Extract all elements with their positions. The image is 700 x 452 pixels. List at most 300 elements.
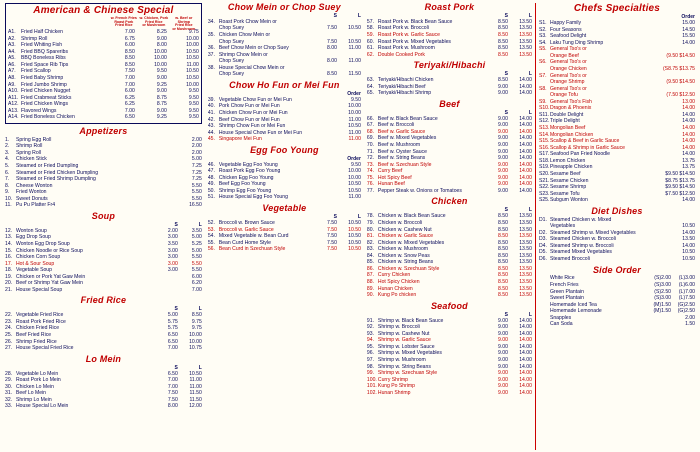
menu-item[interactable]: [539, 197, 695, 204]
item-number: A14.: [8, 114, 19, 121]
item-name: White Rice: [549, 275, 575, 282]
item-name: Vegetable Chow Fun or Mei Fun: [218, 96, 292, 103]
item-price: 14.00: [682, 144, 695, 151]
item-name: Chop Suey: [218, 25, 245, 32]
item-price-small: 9.00: [498, 174, 508, 181]
item-number: 52.: [207, 219, 215, 226]
item-price-large: 14.00: [519, 135, 532, 142]
item-price-small: 9.00: [498, 330, 508, 337]
item-number: 4.: [5, 156, 10, 163]
item-name: Steamed Shrimp w. Broccoli: [549, 242, 614, 249]
item-name: House Special Egg Foo Young: [218, 194, 288, 201]
item-price: 5.50: [191, 182, 202, 189]
item-price-small: 5.00: [167, 312, 178, 319]
item-name: Roast Pork w. Mixed Vegetables: [377, 38, 451, 45]
item-price-large: 10.50: [189, 370, 202, 377]
item-price: 5.50: [191, 195, 202, 202]
menu-item-list: [367, 213, 532, 298]
item-name: Shrimp Chow Mein or: [218, 51, 268, 58]
item-number: A5.: [8, 55, 16, 62]
item-price-1: 7.00: [124, 107, 135, 114]
item-number: 94.: [366, 337, 375, 344]
item-name: Beef w. String Beans: [377, 155, 426, 162]
item-number: S12.: [538, 118, 550, 125]
section-american-chinese-special: [5, 3, 202, 124]
item-name: Snapples: [549, 314, 572, 321]
item-name: Spring Egg Roll: [16, 136, 52, 143]
item-name: Beef Chow Mein or Chop Suey: [218, 45, 289, 52]
item-price-small: 8.50: [498, 25, 508, 32]
item-name: Hot Spicy Beef: [377, 174, 412, 181]
item-name: House Special Fried Rice: [16, 345, 74, 352]
item-price-small: 8.50: [498, 219, 508, 226]
section-title: Soup: [91, 210, 116, 221]
item-number: A11.: [8, 94, 19, 101]
item-price-2: 8.25: [156, 29, 167, 35]
item-price: 14.00: [682, 151, 695, 158]
menu-item-list: [367, 77, 532, 97]
item-price-small: 7.00: [167, 377, 178, 384]
item-price-large: 13.50: [519, 239, 532, 246]
item-number: 76.: [366, 181, 375, 188]
item-name: Teriyaki/Hibachi Shrimp: [377, 90, 432, 97]
item-number: 18.: [5, 267, 13, 274]
item-number: 1.: [5, 136, 10, 143]
item-price-small: 8.50: [498, 51, 508, 58]
item-name: Steamed or Fried Shrimp Dumpling: [16, 176, 96, 183]
menu-item[interactable]: [5, 202, 202, 209]
item-price-large: 10.50: [348, 239, 361, 246]
item-price-large: 13.50: [519, 32, 532, 39]
size-header-s: S: [333, 12, 337, 19]
item-price-2: 8.75: [156, 94, 167, 101]
item-number: 83.: [366, 246, 375, 253]
item-number: 84.: [366, 252, 375, 259]
item-price-large: 5.00: [191, 247, 202, 254]
item-name: Sweet Donuts: [16, 195, 48, 202]
item-number: S17.: [538, 151, 550, 158]
item-price-large: 14.00: [519, 155, 532, 162]
item-number: 51.: [207, 194, 215, 201]
item-price-large: 13.50: [519, 279, 532, 285]
item-price-2: (L)7.00: [678, 288, 695, 295]
section-roast-pork: [367, 3, 532, 58]
item-number: 21.: [5, 286, 13, 293]
item-price-1: 7.50: [124, 68, 135, 75]
item-number: S20.: [538, 170, 550, 177]
item-price-small: 8.50: [498, 18, 508, 25]
menu-item[interactable]: [367, 188, 532, 195]
item-name: Vegetable Egg Foo Young: [218, 161, 278, 168]
item-name: Orange Beef: [549, 52, 579, 59]
item-name: Steamed or Fried Chicken Dumpling: [16, 169, 99, 176]
item-price-small: 6.50: [167, 332, 178, 339]
item-name: Dragon & Phoenix: [549, 105, 592, 112]
item-price-large: 14.00: [519, 148, 532, 155]
item-price-small: 9.00: [498, 83, 508, 90]
item-name: Wonton Egg Drop Soup: [16, 240, 70, 247]
item-price-large: 14.00: [519, 370, 532, 377]
item-number: 13.: [5, 234, 13, 241]
item-name: Beef Fried Rice: [16, 332, 52, 339]
item-name: Broccoli w. Garlic Sauce: [218, 226, 274, 233]
item-price: 7.25: [191, 176, 202, 183]
section-appetizers: [5, 127, 202, 209]
item-price-small: 8.00: [167, 403, 178, 410]
item-name: Triple Delight: [549, 118, 580, 125]
item-price-small: 8.00: [327, 45, 337, 52]
item-price-large: 14.00: [519, 389, 532, 396]
item-number: 5.: [5, 163, 10, 170]
item-name: Chicken w. Mixed Vegetables: [377, 239, 445, 246]
section-title: Fried Rice: [80, 295, 127, 306]
item-price: 10.50: [348, 123, 361, 130]
menu-item[interactable]: [5, 345, 202, 352]
item-price-large: 14.00: [519, 350, 532, 357]
item-price-large: 10.50: [348, 219, 361, 226]
item-price-1: (M)1.50: [653, 308, 671, 315]
item-price: 11.00: [348, 194, 361, 201]
menu-item-list: [367, 19, 532, 58]
item-name: Roast Pork w. Mushroom: [377, 45, 435, 52]
item-number: 59.: [366, 32, 375, 39]
item-name: Curry Shrimp: [377, 376, 408, 383]
item-price-large: 5.50: [191, 260, 202, 267]
item-number: 19.: [5, 273, 13, 280]
item-name: Chicken Fried Rice: [16, 325, 60, 332]
item-price-small: 9.00: [498, 168, 508, 175]
section-title: Diet Dishes: [591, 205, 643, 216]
item-number: 9.: [5, 189, 10, 196]
size-header-l: L: [528, 207, 532, 214]
item-price-small: 7.00: [167, 383, 178, 390]
item-price-2: 8.00: [156, 42, 167, 49]
item-name: Beef Lo Mein: [16, 390, 47, 397]
item-price-small: 7.50: [327, 246, 337, 253]
item-name: Shrimp w. Mushroom: [377, 356, 426, 363]
item-price-2: 10.00: [154, 48, 167, 55]
item-name: Pepper Steak w. Onions or Tomatoes: [377, 187, 462, 194]
item-number: A10.: [8, 88, 19, 95]
item-price: 10.50: [682, 249, 695, 256]
item-price-3: 9.50: [188, 88, 199, 95]
item-name: General Tso's or: [549, 72, 587, 79]
item-number: 100.: [366, 376, 377, 383]
item-number: 58.: [366, 25, 375, 32]
item-price-small: 6.50: [167, 370, 178, 377]
item-number: 3.: [5, 149, 10, 156]
item-number: S18.: [538, 157, 550, 164]
item-name: Fried BBQ Spareribs: [21, 48, 68, 55]
item-number: 69.: [366, 135, 375, 142]
item-name: Chicken Corn Soup: [16, 254, 61, 261]
item-price-small: 8.50: [498, 226, 508, 233]
item-price: 14.00: [682, 111, 695, 118]
section-diet-dishes: [539, 207, 695, 263]
item-price: 10.50: [682, 256, 695, 263]
item-name: Roast Pork Fried Rice: [16, 318, 66, 325]
item-name: Scallop & Shrimp in Garlic Sauce: [549, 144, 625, 151]
item-number: 102.: [366, 389, 377, 396]
item-number: 57.: [366, 18, 375, 25]
item-price-small: 9.00: [498, 389, 508, 396]
item-price-1: 7.00: [124, 74, 135, 81]
item-price-small: 3.00: [167, 260, 178, 267]
item-number: 6.: [5, 169, 10, 176]
menu-column-3: [364, 3, 535, 450]
item-price-large: 14.00: [519, 324, 532, 331]
item-price-large: 9.75: [191, 318, 202, 325]
menu-item[interactable]: [539, 321, 695, 328]
item-name: Chop Suey: [218, 38, 245, 45]
menu-column-4: [535, 3, 698, 450]
item-number: 44.: [207, 129, 215, 136]
item-name: Shrimp w. Cashew Nut: [377, 330, 430, 337]
item-price-3: 10.00: [186, 81, 199, 88]
item-number: 93.: [366, 330, 375, 337]
item-number: 68.: [366, 128, 375, 135]
item-number: S10.: [538, 105, 550, 112]
item-name: Chicken Chow Mein or: [218, 32, 271, 39]
item-price: (9.50 $14.50: [666, 79, 695, 86]
menu-item-list: [5, 228, 202, 294]
price-header-1: w. French Fries Roast Pork Fried Rice: [110, 16, 137, 28]
item-name: Seafood Pan Fried Noodle: [549, 151, 610, 158]
item-price: 14.00: [682, 229, 695, 236]
item-price-small: 3.00: [167, 234, 178, 241]
item-price-small: 3.00: [167, 247, 178, 254]
item-price-3: 10.50: [186, 68, 199, 75]
item-price-large: 13.50: [519, 226, 532, 233]
item-number: S23.: [538, 190, 550, 197]
item-price-1: 6.00: [124, 88, 135, 95]
item-price-large: 10.50: [348, 226, 361, 233]
item-price-large: 13.50: [519, 285, 532, 292]
item-price-large: 13.50: [519, 213, 532, 220]
item-name: BBQ Boneless Ribs: [21, 55, 66, 62]
item-name: Shrimp w. Broccoli: [377, 324, 420, 331]
item-price-small: 8.50: [498, 272, 508, 279]
item-name: Roast Pork Chow Mein or: [218, 18, 277, 25]
menu-item[interactable]: [208, 194, 361, 201]
item-number: A6.: [8, 61, 16, 68]
item-name: Curry Beef: [377, 168, 403, 175]
item-number: 99.: [366, 370, 375, 377]
item-number: 8.: [5, 182, 10, 189]
menu-item[interactable]: [367, 52, 532, 59]
item-number: 72.: [366, 155, 375, 162]
item-price-small: 8.50: [498, 246, 508, 253]
item-price-large: 13.50: [519, 246, 532, 253]
item-price: $9.50 $14.50: [665, 184, 695, 191]
item-price-large: 14.00: [519, 383, 532, 390]
menu-item[interactable]: [367, 90, 532, 97]
menu-item-list: [208, 162, 361, 201]
item-name: Vegetable Fried Rice: [16, 312, 64, 319]
item-number: 61.: [366, 45, 375, 52]
section-title: Lo Mein: [85, 353, 122, 364]
item-price-large: 10.75: [189, 345, 202, 352]
item-price-1: 6.25: [124, 101, 135, 108]
item-number: 49.: [207, 181, 215, 188]
menu-column-2: [205, 3, 364, 450]
item-price-small: 8.50: [498, 213, 508, 220]
item-price-large: 13.50: [519, 252, 532, 259]
item-name: Steamed Chicken w. Mixed: [549, 216, 612, 223]
item-price-1: 8.50: [124, 61, 135, 68]
item-name: Shrimp w. Garlic Sauce: [377, 337, 431, 344]
item-number: 48.: [207, 174, 215, 181]
item-name: Shrimp w. Mixed Vegetables: [377, 350, 442, 357]
item-number: 25.: [5, 332, 13, 339]
item-price-large: 13.50: [519, 219, 532, 226]
item-name: Steamed Shrimp w. Mixed Vegetables: [549, 229, 636, 236]
item-price-large: 14.00: [519, 317, 532, 324]
item-number: 12.: [5, 227, 13, 234]
item-number: S19.: [538, 164, 550, 171]
item-price-3: 10.50: [186, 55, 199, 62]
item-number: 82.: [366, 239, 375, 246]
item-name: Shrimp w. Lobster Sauce: [377, 343, 435, 350]
item-name: Fried Chicken Nugget: [21, 88, 71, 95]
section-title: Chicken: [431, 196, 468, 207]
item-price: 10.00: [348, 168, 361, 175]
item-name: Bean Curd in Szechuan Style: [218, 246, 286, 253]
item-name: Homemade Lemonade: [549, 308, 602, 315]
section-seafood: [367, 302, 532, 397]
item-price-small: 9.00: [498, 115, 508, 122]
menu-item[interactable]: [208, 136, 361, 143]
item-number: 64.: [366, 83, 375, 90]
section-title: Chow Ho Fun or Mei Fun: [229, 79, 340, 90]
menu-item[interactable]: [5, 287, 202, 294]
item-name: Green Plantain: [549, 288, 584, 295]
item-price-small: 8.50: [498, 32, 508, 39]
item-price-2: 9.25: [156, 81, 167, 88]
item-number: 16.: [5, 254, 13, 261]
item-price-large: 11.50: [189, 390, 202, 397]
item-name: Cheese Wonton: [16, 182, 53, 189]
item-name: Egg Drop Soup: [16, 234, 51, 241]
item-number: S8.: [538, 85, 547, 92]
section-side-order: [539, 266, 695, 328]
item-name: Mongolian Chicken: [549, 131, 594, 138]
item-number: 96.: [366, 350, 375, 357]
item-number: 10.: [5, 195, 13, 202]
item-number: 85.: [366, 259, 375, 266]
item-price-small: 8.50: [498, 239, 508, 246]
menu-item[interactable]: [8, 114, 199, 121]
item-number: 66.: [366, 115, 375, 122]
item-number: 15.: [5, 247, 13, 254]
menu-item-list: [367, 318, 532, 397]
item-name: Orange Chicken: [549, 65, 587, 72]
item-price-small: 9.00: [498, 370, 508, 377]
item-number: D5.: [538, 249, 547, 256]
size-header-l: L: [198, 221, 202, 228]
size-header-s: S: [174, 306, 178, 313]
item-price-small: 9.00: [498, 383, 508, 390]
item-price: 5.00: [191, 156, 202, 163]
item-number: 42.: [207, 116, 215, 123]
item-price-large: 3.50: [191, 227, 202, 234]
menu-item[interactable]: [208, 246, 361, 253]
menu-column-1: [2, 3, 205, 450]
menu-item[interactable]: [367, 292, 532, 299]
item-number: 91.: [366, 317, 375, 324]
item-name: Beef w. Mixed Vegetables: [377, 135, 437, 142]
menu-item-list: [208, 19, 361, 78]
item-price-large: 13.50: [519, 51, 532, 58]
section-vegetable: [208, 204, 361, 253]
item-name: Hot Spicy Chicken: [377, 279, 420, 285]
item-price: 5.50: [191, 189, 202, 196]
item-price-large: 14.00: [519, 376, 532, 383]
item-name: Can Soda: [549, 321, 573, 328]
item-name: General Tso's Fish: [549, 98, 592, 105]
item-price-1: (S)2.00: [654, 275, 671, 282]
item-name: Sesame Beef: [549, 170, 581, 177]
item-price: 15.50: [682, 33, 695, 40]
item-price-large: 14.00: [519, 343, 532, 350]
item-name: Fried Space Rib Tips: [21, 61, 69, 68]
menu-item[interactable]: [5, 403, 202, 410]
item-price: 14.00: [682, 131, 695, 138]
item-name: Chop Suey: [218, 71, 245, 78]
item-price-3: 9.50: [188, 94, 199, 101]
item-number: 92.: [366, 324, 375, 331]
size-header-s: S: [504, 71, 508, 78]
section-chicken: [367, 197, 532, 298]
item-price-small: 5.75: [167, 318, 178, 325]
item-price-small: 9.00: [498, 376, 508, 383]
item-price-3: 10.00: [186, 42, 199, 49]
size-header-l: L: [198, 306, 202, 313]
item-price-small: 7.00: [167, 345, 178, 352]
item-price-large: 10.00: [189, 332, 202, 339]
item-name: Fried Scallop: [21, 68, 51, 75]
menu-item[interactable]: [367, 390, 532, 397]
menu-item[interactable]: [539, 256, 695, 263]
item-price-large: 11.00: [348, 45, 361, 52]
price-header-3: w. Beef or Shrimp Fried Rice or Mushroom: [172, 16, 196, 31]
menu-item[interactable]: [208, 71, 361, 78]
item-number: S1.: [538, 20, 547, 26]
item-price-1: 7.00: [124, 81, 135, 88]
item-price-small: 8.50: [327, 71, 337, 78]
item-price: (S8.75 $13.75: [662, 65, 695, 72]
item-number: S6.: [538, 59, 547, 66]
item-number: 34.: [207, 18, 215, 25]
item-price-large: 11.00: [189, 383, 202, 390]
item-number: 29.: [5, 377, 13, 384]
item-price: 14.00: [682, 39, 695, 46]
item-name: Hot & Sour Soup: [16, 260, 55, 267]
item-price-2: (L)6.00: [678, 282, 695, 289]
item-price-large: 5.25: [191, 240, 202, 247]
item-name: Orange Shrimp: [549, 79, 585, 86]
item-number: 88.: [366, 279, 375, 285]
item-price-small: 9.00: [498, 324, 508, 331]
item-price: 10.00: [348, 174, 361, 181]
item-price-large: 13.50: [519, 272, 532, 279]
item-name: Shrimp Chow Fun or Mei Fun: [218, 123, 286, 130]
item-price-2: 9.00: [156, 74, 167, 81]
item-name: House Special Soup: [16, 286, 63, 293]
item-name: Pineapple Chicken: [549, 164, 593, 171]
item-name: Sesame Tofu: [549, 190, 580, 197]
item-price-1: (M)1.50: [653, 301, 671, 308]
